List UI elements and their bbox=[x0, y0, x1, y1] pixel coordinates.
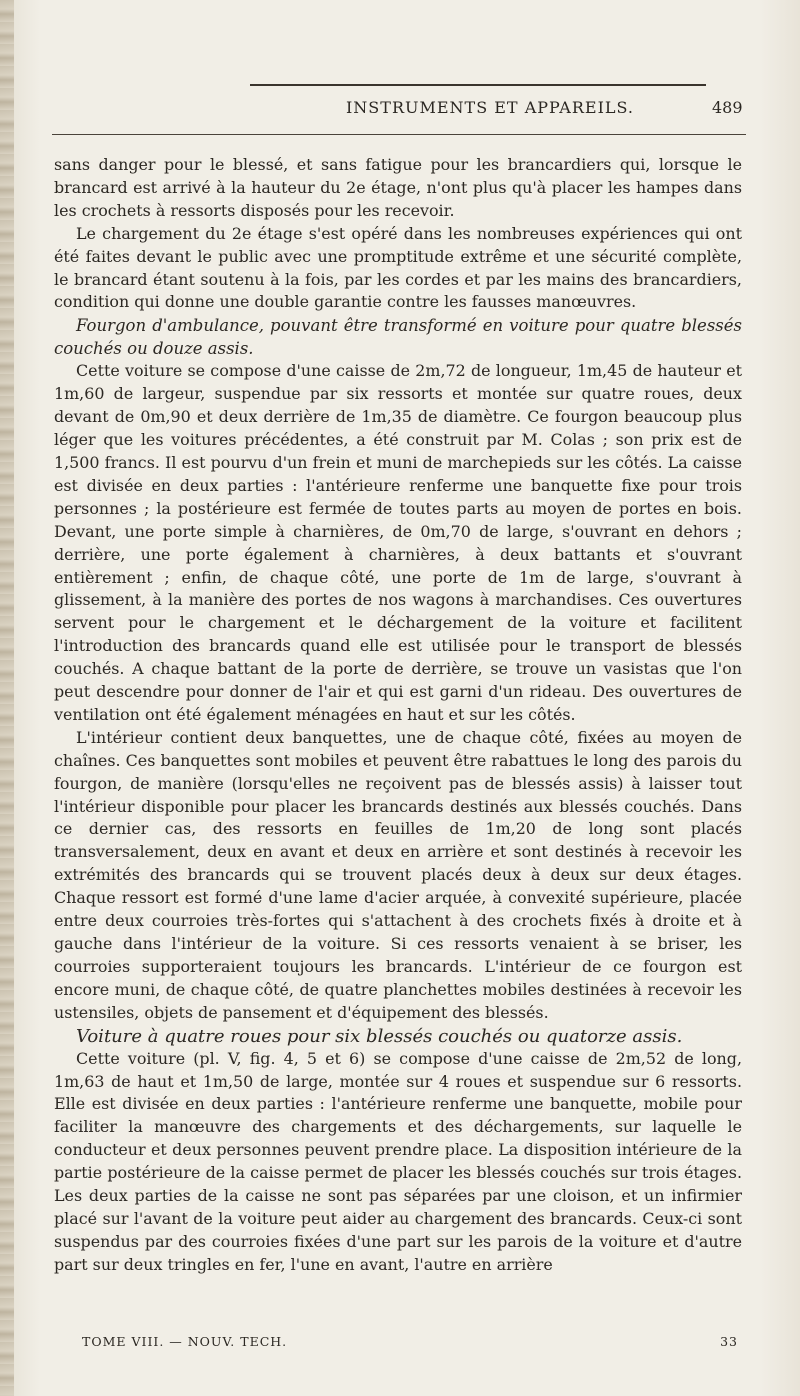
section-heading: Voiture à quatre roues pour six blessés couchés ou quatorze assis. bbox=[76, 1025, 683, 1047]
binding-edge bbox=[0, 0, 14, 1396]
body-text bbox=[54, 154, 742, 1277]
page-footer bbox=[82, 1334, 738, 1354]
paragraph: L'intérieur contient deux banquettes, une de chaque côté, fixées au moyen de chaînes. Ces banquettes sont mobiles et peuvent être rabattues le long des parois du fourgon, de manière (lorsqu'elles ne reçoivent pas de blessés assis) à laisser tout l'intérieur disponible pour placer les brancards destinés aux blessés couchés. Dans ce dernier cas, des ressorts en feuilles de 1m,20 de long sont placés transversalement, deux en avant et deux en arrière et sont destinés à recevoir les extrémités des brancards qui se trouvent placés deux à deux sur deux étages. Chaque ressort est formé d'une lame d'acier arquée, à convexité supérieure, placée entre deux courroies très-fortes qui s'attachent à des crochets fixés à droite et à gauche dans l'intérieur de la voiture. Si ces ressorts venaient à se briser, les courroies supporteraient toujours les brancards. L'intérieur de ce fourgon est encore muni, de chaque côté, de quatre planchettes mobiles destinées à recevoir les ustensiles, objets de pansement et d'équipement des blessés. bbox=[54, 727, 742, 1022]
paragraph: sans danger pour le blessé, et sans fatigue pour les brancardiers qui, lorsque le brancard est arrivé à la hauteur du 2e étage, n'ont plus qu'à placer les hampes dans les crochets à ressorts disposés pour les recevoir. bbox=[54, 155, 742, 220]
top-rule bbox=[250, 84, 706, 86]
section-heading: Fourgon d'ambulance, pouvant être transformé en voiture pour quatre blessés couchés ou douze assis. bbox=[54, 316, 742, 359]
paragraph: Cette voiture (pl. V, fig. 4, 5 et 6) se compose d'une caisse de 2m,52 de long, 1m,63 de haut et 1m,50 de large, montée sur 4 roues et suspendue sur 6 ressorts. Elle est divisée en deux parties : l'antérieure renferme une banquette, mobile pour faciliter la manœuvre des chargements et des déchargements, sur laquelle le conducteur et deux personnes peuvent prendre place. La disposition intérieure de la partie postérieure de la caisse permet de placer les blessés couchés sur trois étages. Les deux parties de la caisse ne sont pas séparées par une cloison, et un infirmier placé sur l'avant de la voiture peut aider au chargement des brancards. Ceux-ci sont suspendus par des courroies fixées d'une part sur les parois de la voiture et d'autre part sur deux tringles en fer, l'une en avant, l'autre en arrière bbox=[54, 1048, 742, 1274]
header-rule bbox=[52, 134, 746, 135]
running-head: INSTRUMENTS ET APPAREILS. bbox=[345, 98, 635, 117]
sheet-number: 33 bbox=[720, 1334, 738, 1349]
page-header bbox=[0, 98, 800, 122]
paragraph: Le chargement du 2e étage s'est opéré dans les nombreuses expériences qui ont été faites devant le public avec une promptitude extrême et une sécurité complète, le brancard étant soutenu à la fois, par les cordes et par les mains des brancardiers, condition qui donne une double garantie contre les fausses manœuvres. bbox=[54, 223, 742, 312]
page-number: 489 bbox=[712, 98, 743, 117]
paragraph: Cette voiture se compose d'une caisse de 2m,72 de longueur, 1m,45 de hauteur et 1m,60 de largeur, suspendue par six ressorts et montée sur quatre roues, deux devant de 0m,90 et deux derrière de 1m,35 de diamètre. Ce fourgon beaucoup plus léger que les voitures précédentes, a été construit par M. Colas ; son prix est de 1,500 francs. Il est pourvu d'un frein et muni de marchepieds sur les côtés. La caisse est divisée en deux parties : l'antérieure renferme une banquette fixe pour trois personnes ; la postérieure est fermée de toutes parts au moyen de portes en bois. Devant, une porte simple à charnières, de 0m,70 de large, s'ouvrant en dehors ; derrière, une porte également à charnières, à deux battants et s'ouvrant entièrement ; enfin, de chaque côté, une porte de 1m de large, s'ouvrant à glissement, à la manière des portes de nos wagons à marchandises. Ces ouvertures servent pour le chargement et le déchargement de la voiture et facilitent l'introduction des brancards quand elle est utilisée pour le transport de blessés couchés. A chaque battant de la porte de derrière, se trouve un vasistas que l'on peut descendre pour donner de l'air et qui est garni d'un rideau. Des ouvertures de ventilation ont été également ménagées en haut et sur les côtés. bbox=[54, 361, 742, 724]
signature-line: TOME VIII. — NOUV. TECH. bbox=[82, 1334, 288, 1349]
